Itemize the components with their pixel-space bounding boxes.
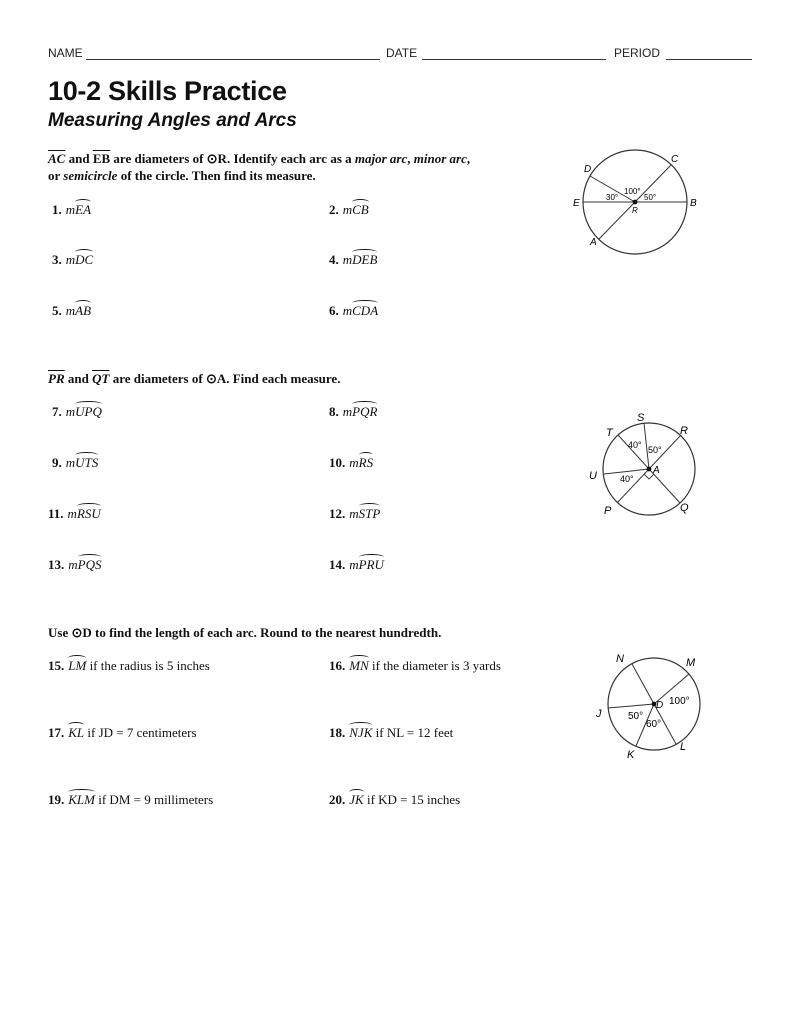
center-a (647, 467, 652, 472)
problem-10: 10. mRS (329, 455, 373, 471)
label-n: N (616, 653, 624, 665)
page-subtitle: Measuring Angles and Arcs (48, 110, 297, 131)
arc-mark (352, 401, 377, 407)
problem-14: 14. mPRU (329, 557, 384, 573)
problem-20: 20. JK if KD = 15 inches (329, 792, 460, 808)
problem-2: 2. mCB (329, 202, 369, 218)
label-r2: R (680, 425, 688, 437)
problem-18: 18. NJK if NL = 12 feet (329, 725, 453, 741)
label-q: Q (680, 502, 689, 514)
arc-mark (352, 249, 377, 255)
section1-instructions: $\overline{AC}$ and $\overline{EB}$ are diameters of ⊙R. Identify each arc as a major arc, minor arc, or semicircle of the circle. Then find its measure. (48, 151, 471, 183)
label-d2: D (656, 700, 664, 711)
arc-mark (349, 655, 369, 661)
problem-4: 4. mDEB (329, 252, 377, 268)
section2-instructions: $\overline{PR}$ and $\overline{QT}$ are diameters of ⊙A. Find each measure. (48, 371, 341, 386)
section3-instructions: Use ⊙D to find the length of each arc. Round to the nearest hundredth. (48, 625, 442, 640)
arc-mark (359, 554, 384, 560)
angle-50: 50° (644, 193, 657, 202)
arc-mark (349, 722, 372, 728)
problem-1: 1. mEA (52, 202, 91, 218)
problem-9: 9. mUTS (52, 455, 98, 471)
arc-mark (349, 789, 363, 795)
angle-40a: 40° (628, 440, 642, 450)
date-blank[interactable] (422, 59, 606, 60)
problem-7: 7. mUPQ (52, 404, 102, 420)
page-title: 10-2 Skills Practice (48, 76, 287, 106)
arc-mark (68, 789, 95, 795)
name-label: NAME (48, 46, 83, 60)
angle-30: 30° (606, 193, 619, 202)
arc-mark (75, 452, 98, 458)
circle-d-figure (590, 648, 715, 763)
problem-5: 5. mAB (52, 303, 91, 319)
problem-12: 12. mSTP (329, 506, 380, 522)
arc-mark (352, 300, 378, 306)
label-p: P (604, 505, 612, 517)
label-l: L (680, 741, 687, 753)
arc-mark (78, 554, 102, 560)
angle-50c: 50° (628, 711, 644, 722)
label-c: C (671, 154, 679, 165)
problem-3: 3. mDC (52, 252, 93, 268)
label-u: U (589, 470, 597, 482)
label-m: M (686, 657, 696, 669)
problem-17: 17. KL if JD = 7 centimeters (48, 725, 197, 741)
arc-mark (359, 503, 381, 509)
arc-mark (352, 199, 369, 205)
label-k: K (627, 749, 635, 761)
angle-60: 60° (646, 719, 662, 730)
problem-16: 16. MN if the diameter is 3 yards (329, 658, 501, 674)
center-r (633, 200, 638, 205)
arc-mark (68, 655, 86, 661)
angle-40b: 40° (620, 474, 634, 484)
arc-mark (75, 199, 91, 205)
name-blank[interactable] (86, 59, 380, 60)
radius-dj (608, 704, 654, 708)
problem-19: 19. KLM if DM = 9 millimeters (48, 792, 213, 808)
angle-50b: 50° (648, 445, 662, 455)
circle-a-figure (580, 408, 705, 523)
problem-6: 6. mCDA (329, 303, 378, 319)
problem-11: 11. mRSU (48, 506, 101, 522)
angle-100b: 100° (669, 696, 690, 707)
label-t: T (606, 427, 613, 439)
period-blank[interactable] (666, 59, 752, 60)
circle-r-figure (560, 145, 710, 260)
period-label: PERIOD (614, 46, 661, 60)
arc-mark (75, 401, 102, 407)
arc-mark (77, 503, 101, 509)
label-s: S (637, 412, 645, 424)
arc-mark (68, 722, 84, 728)
label-j: J (596, 708, 602, 720)
label-r: R (632, 206, 638, 215)
problem-15: 15. LM if the radius is 5 inches (48, 658, 210, 674)
arc-mark (75, 300, 91, 306)
arc-mark (359, 452, 373, 458)
label-a: A (590, 237, 597, 248)
problem-13: 13. mPQS (48, 557, 101, 573)
angle-100: 100° (624, 187, 641, 196)
label-a2: A (653, 465, 660, 476)
arc-mark (75, 249, 93, 255)
problem-8: 8. mPQR (329, 404, 377, 420)
date-label: DATE (386, 46, 418, 60)
label-e: E (573, 198, 580, 209)
label-d: D (584, 164, 592, 175)
header-bar (48, 46, 752, 62)
label-b: B (690, 198, 697, 209)
